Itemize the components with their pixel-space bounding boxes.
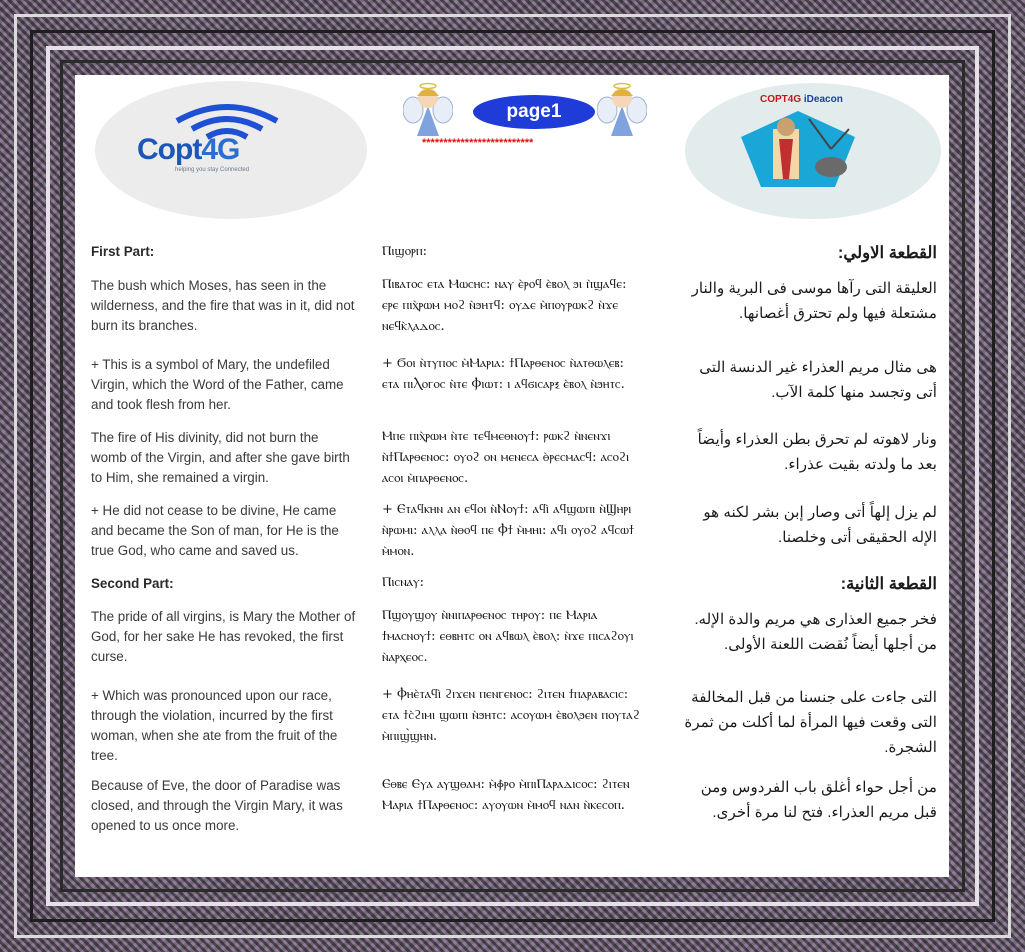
coptic-paragraph: + Ⲫⲏⲉ̀ⲧⲁϥⲓ̀ ϩⲓϫⲉⲛ ⲡⲉⲛⲅⲉⲛⲟⲥ: ϩⲓⲧⲉⲛ ϯⲡⲁⲣⲁⲃⲁⲥⲓⲥ: ⲉⲧⲁ ϯⲥ̀ϩⲓⲙⲓ ϣⲱⲡⲓ ⲛ̀ϧⲏⲧⲥ: ⲁⲥⲟⲩⲱⲙ ⲉ̀ⲃⲟⲗϧⲉⲛ ⲡⲟⲩⲧⲁϩ ⲙ̀ⲡⲓϣ̀ϣⲏⲛ. xyxy=(382,687,640,744)
copt4g-logo xyxy=(137,105,337,175)
star-divider: ************************** xyxy=(422,137,534,149)
english-paragraph: The pride of all virgins, is Mary the Mother of God, for her sake He has revoked, the first curse. xyxy=(91,609,356,664)
arabic-paragraph: العليقة التى رآها موسى فى البرية والنار مشتعلة فيها ولم تحترق أغصانها. xyxy=(691,280,937,322)
logo-tagline: helping you stay Connected xyxy=(175,167,250,173)
arabic-paragraph: التى جاءت على جنسنا من قبل المخالفة التى وقعت فيها المرأة لما أكلت من ثمرة الشجرة. xyxy=(684,689,937,756)
coptic-paragraph: Ⲙⲡⲉ ⲡⲓⲭ̀ⲣⲱⲙ ⲛ̀ⲧⲉ ⲧⲉϥⲙⲉⲑⲛⲟⲩϯ: ⲣⲱⲕϩ ⲛ̀ⲛⲉⲛϫⲓ ⲛ̀ϯⲠⲁⲣⲑⲉⲛⲟⲥ: ⲟⲩⲟϩ ⲟⲛ ⲙⲉⲛⲉⲥⲁ ⲑ̀ⲣⲉⲥⲙⲁⲥϥ: ⲁⲥⲟϩⲓ ⲁⲥⲟⲓ ⲙ̀ⲡⲁⲣⲑⲉⲛⲟⲥ. xyxy=(382,429,630,486)
page-badge: page1 xyxy=(473,95,595,129)
english-paragraph: + He did not cease to be divine, He came and became the Son of man, for He is the true God, who came and saved us. xyxy=(91,503,339,558)
arabic-second-part-title: القطعة الثانية: xyxy=(840,575,937,593)
english-paragraph: + Which was pronounced upon our race, through the violation, incurred by the first woman, when she ate from the fruit of the tree. xyxy=(91,688,338,763)
coptic-first-part-title: Ⲡⲓϣⲟⲣⲡ: xyxy=(382,244,428,259)
english-paragraph: The bush which Moses, has seen in the wilderness, and the fire that was in it, did not burn its branches. xyxy=(91,278,355,333)
coptic-second-part-title: Ⲡⲓⲥⲛⲁⲩ: xyxy=(382,575,424,590)
english-second-part-title: Second Part: xyxy=(91,576,174,591)
coptic-paragraph: + Ⲉⲧⲁϥⲕⲏⲛ ⲁⲛ ⲉϥⲟⲓ ⲛ̀Ⲛⲟⲩϯ: ⲁϥⲓ̀ ⲁϥϣⲱⲡⲓ ⲛ̀Ϣⲏⲣⲓ ⲛ̀ⲣⲱⲙⲓ: ⲁⲗⲗⲁ ⲛ̀ⲑⲟϥ ⲡⲉ Ⲫϯ ⲙ̀ⲙⲏⲓ: ⲁϥⲓ ⲟⲩⲟϩ ⲁϥⲥⲱϯ ⲙ̀ⲙⲟⲛ. xyxy=(382,502,635,559)
english-first-part-title: First Part: xyxy=(91,244,155,259)
angel-icon xyxy=(597,80,647,138)
page-content xyxy=(75,75,949,877)
logo-wordmark: Copt4G xyxy=(137,133,240,166)
arabic-paragraph: لم يزل إلهاً أتى وصار إبن بشر لكنه هو الإله الحقيقى أتى وخلصنا. xyxy=(703,504,937,546)
arabic-first-part-title: القطعة الاولي: xyxy=(837,244,937,262)
coptic-paragraph: Ⲡⲓⲃⲁⲧⲟⲥ ⲉⲧⲁ Ⲙⲱⲥⲏⲥ: ⲛⲁⲩ ⲉ̀ⲣⲟϥ ⲉ̀ⲃⲟⲗ ϧⲓ ⲡ̀ϣⲁϥⲉ: ⲉⲣⲉ ⲡⲓⲭ̀ⲣⲱⲙ ⲙⲟϩ ⲛ̀ϧⲏⲧϥ: ⲟⲩⲇⲉ ⲙ̀ⲡⲟⲩⲣⲱⲕϩ ⲛ̀ϫⲉ ⲛⲉϥⲕ̀ⲗⲁⲇⲟⲥ. xyxy=(382,277,627,334)
english-paragraph: Because of Eve, the door of Paradise was closed, and through the Virgin Mary, it was opened to us once more. xyxy=(91,778,343,833)
arabic-paragraph: من أجل حواء أغلق باب الفردوس ومن قبل مريم العذراء. فتح لنا مرة أخرى. xyxy=(700,779,937,821)
coptic-paragraph: Ⲉⲑⲃⲉ Ⲉⲩⲁ ⲁⲩϣⲑⲁⲙ: ⲙ̀ⲫ̀ⲣⲟ ⲙ̀ⲡⲓⲠⲁⲣⲁⲇⲓⲥⲟⲥ: ϩⲓⲧⲉⲛ Ⲙⲁⲣⲓⲁ ϯⲠⲁⲣⲑⲉⲛⲟⲥ: ⲁⲩⲟⲩⲱⲛ ⲙ̀ⲙⲟϥ ⲛⲁⲛ ⲛ̀ⲕⲉⲥⲟⲡ. xyxy=(382,777,630,813)
deacon-emblem-icon xyxy=(739,109,857,189)
coptic-paragraph: Ⲡϣⲟⲩϣⲟⲩ ⲛ̀ⲛⲓⲡⲁⲣⲑⲉⲛⲟⲥ ⲧⲏⲣⲟⲩ: ⲡⲉ Ⲙⲁⲣⲓⲁ ϯⲙⲁⲥⲛⲟⲩϯ: ⲉⲑⲃⲏⲧⲥ ⲟⲛ ⲁϥⲃⲱⲗ ⲉ̀ⲃⲟⲗ: ⲛ̀ϫⲉ ⲡⲓⲥⲁϩⲟⲩⲓ ⲛ̀ⲁⲣⲭⲉⲟⲥ. xyxy=(382,608,634,665)
english-paragraph: + This is a symbol of Mary, the undefiled Virgin, which the Word of the Father, came and took flesh from her. xyxy=(91,357,344,412)
arabic-paragraph: هى مثال مريم العذراء غير الدنسة التى أتى وتجسد منها كلمة الآب. xyxy=(699,359,937,401)
ideacon-title: COPT4G iDeacon xyxy=(760,94,843,105)
arabic-paragraph: ونار لاهوته لم تحرق بطن العذراء وأيضاً بعد ما ولدته بقيت عذراء. xyxy=(697,431,937,473)
arabic-paragraph: فخر جميع العذارى هي مريم والدة الإله. من أجلها أيضاً نُقضت اللعنة الأولى. xyxy=(694,611,937,653)
english-paragraph: The fire of His divinity, did not burn the womb of the Virgin, and after she gave birth to Him, she remained a virgin. xyxy=(91,430,350,485)
angel-icon xyxy=(403,80,453,138)
coptic-paragraph: + Ϭⲟⲓ ⲛ̀ⲧⲩⲡⲟⲥ ⲙ̀Ⲙⲁⲣⲓⲁ: ϯⲠⲁⲣⲑⲉⲛⲟⲥ ⲛ̀ⲁⲧⲑⲱⲗⲉⲃ: ⲉⲧⲁ ⲡⲓⲖⲟⲅⲟⲥ ⲛ̀ⲧⲉ Ⲫⲓⲱⲧ: ⲓ ⲁϥϭⲓⲥⲁⲣⲝ ⲉ̀ⲃⲟⲗ ⲛ̀ϧⲏⲧⲥ. xyxy=(382,356,625,392)
